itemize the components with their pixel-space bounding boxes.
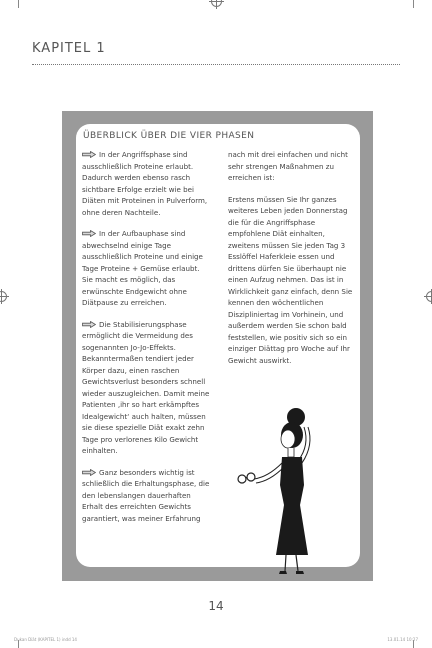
header-divider xyxy=(32,64,400,65)
arrow-icon xyxy=(82,321,96,328)
crop-mark-top-left xyxy=(18,0,19,8)
print-slug-left: Dukan Diät (KAPITEL 1) indd 14 xyxy=(14,637,77,642)
registration-mark-top xyxy=(211,0,222,7)
info-box-right-column xyxy=(228,149,354,376)
phase-paragraph-maintenance xyxy=(82,467,210,525)
print-slug-right: 13.01.14 10:27 xyxy=(387,637,418,642)
phase-paragraph-cruise xyxy=(82,228,210,309)
phase-text-attack: In der Angriffsphase sind ausschließlich Proteine erlaubt. Dadurch werden ebenso rasch sichtbare Erfolge erzielt wie bei Diäten mit Proteinen in Pulverform, ohne deren Nachteile. xyxy=(82,150,208,217)
arrow-icon xyxy=(82,469,96,476)
registration-mark-left xyxy=(0,291,7,302)
registration-mark-right xyxy=(426,291,432,302)
arrow-icon xyxy=(82,230,96,237)
phase-paragraph-stabilization xyxy=(82,319,210,457)
rules-paragraph: Erstens müssen Sie Ihr ganzes weiteres Leben jeden Donnerstag die für die Angriffsphase empfohlene Diät einhalten, zweitens müssen Sie jeden Tag 3 Esslöffel Haferkleie essen und drittens dürfen Sie überhaupt nie einen Aufzug nehmen. Das ist in Wirklichkeit ganz einfach, denn Sie kennen den wöchentlichen Diszipliniertag im Vorhinein, und außerdem werden Sie schon bald feststellen, wie positiv sich so ein einziger Diättag pro Woche auf Ihr Gewicht auswirkt. xyxy=(228,194,353,365)
info-box-title: ÜBERBLICK ÜBER DIE VIER PHASEN xyxy=(83,131,255,141)
phase-paragraph-attack xyxy=(82,149,210,218)
info-box-left-column xyxy=(82,149,210,534)
phase-text-cruise: In der Aufbauphase sind abwechselnd einige Tage ausschließlich Proteine und einige Tage Proteine + Gemüse erlaubt. Sie macht es möglich, das erwünschte Endgewicht ohne Diätpause zu erreichen. xyxy=(82,229,203,307)
woman-with-glasses-illustration xyxy=(230,405,340,577)
chapter-label: KAPITEL 1 xyxy=(32,41,106,56)
phase-text-stabilization: Die Stabilisierungsphase ermöglicht die Vermeidung des sogenannten Jo-Jo-Effekts. Bekanntermaßen tendiert jeder Körper dazu, einen raschen Gewichtsverlust besonders schnell wieder auszugleichen. Damit meine Patienten ‚ihr so hart erkämpftes Idealgewicht‘ auch halten, müssen sie diese spezielle Diät exakt zehn Tage pro verlorenes Kilo Gewicht einhalten. xyxy=(82,319,210,455)
crop-mark-top-right xyxy=(413,0,414,8)
phase-text-maintenance: Ganz besonders wichtig ist schließlich die Erhaltungsphase, die den lebenslangen dauerhaften Erhalt des erreichten Gewichts garantiert, was meiner Erfahrung xyxy=(82,467,210,523)
continuation-paragraph: nach mit drei einfachen und nicht sehr strengen Maßnahmen zu erreichen ist: xyxy=(228,150,348,182)
arrow-icon xyxy=(82,151,96,158)
page-number: 14 xyxy=(208,599,224,613)
